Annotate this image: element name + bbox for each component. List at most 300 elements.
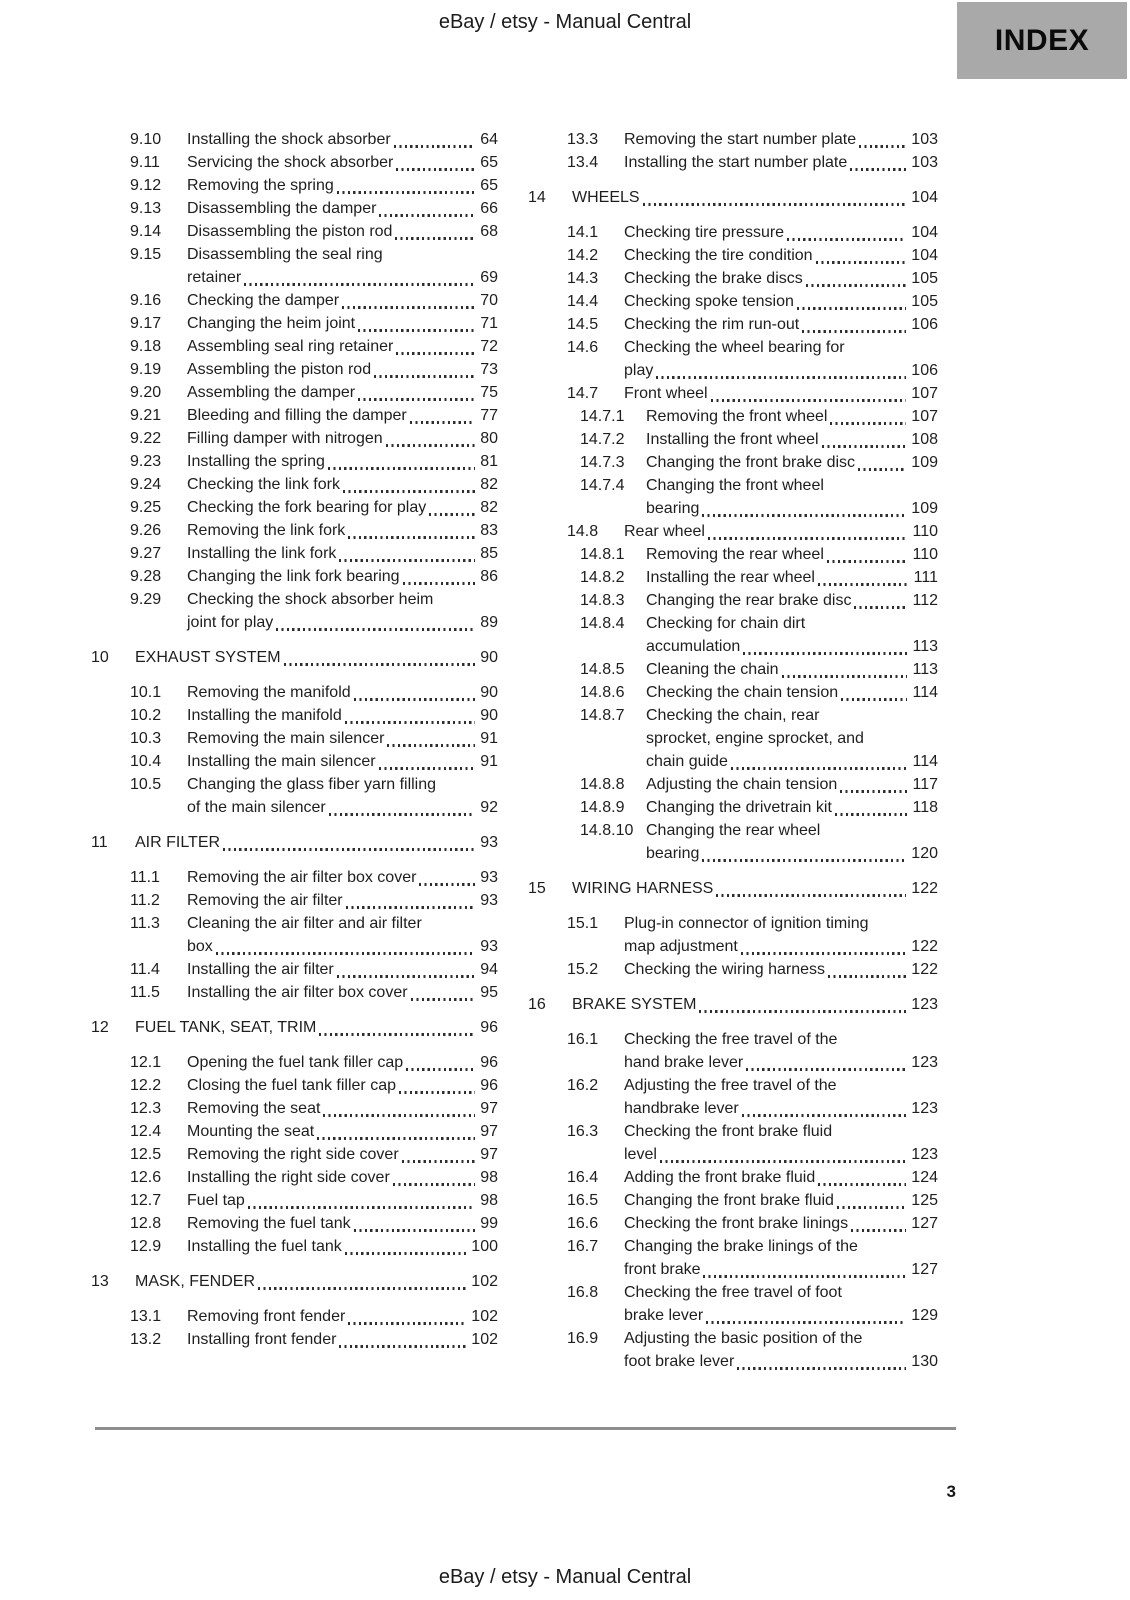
toc-entry [91, 704, 498, 727]
toc-entry-body [187, 1212, 498, 1235]
toc-entry-number: 9.28 [130, 568, 162, 585]
toc-entry-body [646, 612, 938, 658]
toc-entry-page: 122 [911, 938, 938, 955]
toc-entry-page: 89 [480, 614, 498, 631]
toc-entry-last-line [135, 646, 498, 669]
toc-entry [91, 588, 498, 634]
toc-entry-last-line [187, 404, 498, 427]
toc-entry-body [624, 221, 938, 244]
page-header-title: eBay / etsy - Manual Central [438, 11, 692, 33]
toc-entry-number: 9.27 [130, 545, 162, 562]
toc-entry-page: 104 [911, 247, 938, 264]
toc-entry-title: Installing the shock absorber [187, 131, 391, 148]
toc-entry-title: Rear wheel [624, 523, 705, 540]
toc-entry-title: Checking tire pressure [624, 224, 785, 241]
dot-leader [840, 790, 907, 793]
toc-entry-number: 14.8.10 [580, 822, 634, 839]
toc-entry-page: 104 [911, 189, 938, 206]
toc-entry [528, 520, 938, 543]
toc-entry-number: 14.1 [567, 224, 599, 241]
toc-entry [528, 589, 938, 612]
dot-leader [711, 399, 907, 402]
toc-entry-page: 93 [480, 892, 498, 909]
toc-entry-page: 98 [480, 1192, 498, 1209]
toc-entry-page: 123 [911, 1146, 938, 1163]
toc-entry-last-line [187, 1120, 498, 1143]
toc-entry-title: Removing the air filter [187, 892, 343, 909]
toc-entry [91, 358, 498, 381]
toc-entry-page: 68 [480, 223, 498, 240]
toc-entry-last-line [187, 704, 498, 727]
toc-entry-page: 111 [913, 569, 938, 586]
toc-entry-last-line [187, 450, 498, 473]
toc-entry-page: 109 [911, 454, 938, 471]
toc-entry-last-line [646, 635, 938, 658]
toc-entry [91, 727, 498, 750]
toc-entry-title: Disassembling the damper [187, 200, 377, 217]
toc-entry-page: 105 [911, 293, 938, 310]
toc-entry-body [187, 542, 498, 565]
toc-entry [91, 220, 498, 243]
dot-leader [258, 1287, 466, 1290]
toc-entry-last-line [187, 727, 498, 750]
toc-entry-page: 102 [471, 1331, 498, 1348]
toc-entry-body [646, 474, 938, 520]
toc-entry-number: 9.29 [130, 591, 162, 608]
dot-leader [337, 191, 475, 194]
toc-entry-body [646, 681, 938, 704]
toc-entry [528, 566, 938, 589]
dot-leader [354, 698, 476, 701]
index-tab-label: INDEX [994, 23, 1090, 57]
toc-entry-last-line [187, 935, 498, 958]
toc-entry-page: 107 [911, 385, 938, 402]
toc-entry-last-line [646, 451, 938, 474]
toc-entry [528, 1166, 938, 1189]
toc-entry-body [646, 543, 938, 566]
toc-entry-title: MASK, FENDER [135, 1273, 256, 1290]
toc-entry [91, 1143, 498, 1166]
toc-entry-last-line [187, 335, 498, 358]
toc-entry-number: 16.6 [567, 1215, 599, 1232]
toc-entry-title: Removing the link fork [187, 522, 346, 539]
toc-entry-body [187, 1305, 498, 1328]
toc-entry [528, 128, 938, 151]
toc-section-header [528, 993, 938, 1016]
toc-entry-page: 83 [480, 522, 498, 539]
toc-entry [528, 1281, 938, 1327]
toc-entry-title: Installing the start number plate [624, 154, 848, 171]
toc-entry [91, 519, 498, 542]
toc-entry-title-line: Adjusting the free travel of the [624, 1077, 837, 1094]
toc-entry-last-line [135, 1016, 498, 1039]
toc-entry-title: Assembling the damper [187, 384, 356, 401]
dot-leader [348, 1322, 466, 1325]
toc-entry-last-line [187, 1328, 498, 1351]
toc-entry-last-line [187, 174, 498, 197]
toc-entry [528, 912, 938, 958]
toc-entry-body [187, 565, 498, 588]
toc-entry-title: handbrake lever [624, 1100, 739, 1117]
dot-leader [348, 536, 475, 539]
toc-entry-last-line [646, 842, 938, 865]
toc-entry-body [187, 588, 498, 634]
dot-leader [716, 894, 906, 897]
dot-leader [410, 421, 476, 424]
toc-entry-last-line [187, 681, 498, 704]
toc-entry-number: 10.1 [130, 684, 162, 701]
toc-entry-body [187, 381, 498, 404]
toc-entry-last-line [624, 382, 938, 405]
toc-entry-title-line: Changing the brake linings of the [624, 1238, 858, 1255]
toc-entry [528, 1235, 938, 1281]
toc-entry-number: 9.20 [130, 384, 162, 401]
toc-entry-body [187, 519, 498, 542]
toc-entry-title: Installing the main silencer [187, 753, 376, 770]
toc-entry-body [624, 244, 938, 267]
toc-entry [91, 1120, 498, 1143]
toc-entry-body [187, 174, 498, 197]
toc-entry-number: 15.1 [567, 915, 599, 932]
toc-entry-page: 90 [480, 649, 498, 666]
dot-leader [337, 975, 475, 978]
toc-entry-page: 92 [480, 799, 498, 816]
toc-entry-page: 108 [911, 431, 938, 448]
toc-entry-number: 16.4 [567, 1169, 599, 1186]
toc-entry-number: 10.5 [130, 776, 162, 793]
toc-entry-last-line [624, 267, 938, 290]
toc-entry-number: 14.8 [567, 523, 599, 540]
dot-leader [841, 698, 907, 701]
toc-entry-title: Filling damper with nitrogen [187, 430, 383, 447]
toc-entry-body [624, 267, 938, 290]
toc-entry [91, 312, 498, 335]
dot-leader [742, 1114, 907, 1117]
toc-entry-number: 14.4 [567, 293, 599, 310]
toc-entry-page: 120 [911, 845, 938, 862]
toc-entry [528, 336, 938, 382]
dot-leader [656, 376, 906, 379]
toc-entry-page: 72 [480, 338, 498, 355]
toc-entry-last-line [572, 186, 938, 209]
toc-entry [91, 1189, 498, 1212]
toc-entry-last-line [624, 313, 938, 336]
dot-leader [276, 628, 475, 631]
toc-entry-body [624, 520, 938, 543]
toc-entry-title: Removing the manifold [187, 684, 351, 701]
toc-entry-last-line [646, 497, 938, 520]
toc-entry-last-line [187, 565, 498, 588]
toc-entry-title: Removing the main silencer [187, 730, 385, 747]
toc-entry-page: 90 [480, 707, 498, 724]
toc-entry [91, 496, 498, 519]
toc-entry [91, 381, 498, 404]
toc-entry [528, 244, 938, 267]
toc-entry-title: bearing [646, 845, 700, 862]
toc-entry-page: 125 [911, 1192, 938, 1209]
toc-entry-number: 14.8.8 [580, 776, 625, 793]
toc-entry-title-line: Checking the shock absorber heim [187, 591, 434, 608]
toc-entry-body [624, 313, 938, 336]
toc-entry-title: brake lever [624, 1307, 704, 1324]
toc-entry-title: front brake [624, 1261, 701, 1278]
toc-entry-title: Removing the spring [187, 177, 334, 194]
toc-entry-number: 14.7 [567, 385, 599, 402]
toc-entry [91, 1051, 498, 1074]
toc-entry-body [187, 1074, 498, 1097]
toc-entry-title: play [624, 362, 654, 379]
toc-entry-number: 9.25 [130, 499, 162, 516]
toc-entry-number: 12.3 [130, 1100, 162, 1117]
dot-leader [354, 1229, 476, 1232]
toc-entry-page: 104 [911, 224, 938, 241]
toc-entry-last-line [187, 750, 498, 773]
toc-entry-title: Checking the wiring harness [624, 961, 825, 978]
dot-leader [339, 559, 475, 562]
toc-entry-title: EXHAUST SYSTEM [135, 649, 281, 666]
toc-entry-number: 14.5 [567, 316, 599, 333]
toc-entry-body [624, 1166, 938, 1189]
toc-entry-title: Removing the start number plate [624, 131, 857, 148]
toc-entry-title-line: Changing the front wheel [646, 477, 824, 494]
toc-entry-title-line: Plug-in connector of ignition timing [624, 915, 869, 932]
toc-entry [528, 1074, 938, 1120]
dot-leader [393, 1183, 475, 1186]
toc-entry [91, 128, 498, 151]
dot-leader [822, 445, 907, 448]
toc-entry-page: 69 [480, 269, 498, 286]
toc-entry-last-line [624, 1350, 938, 1373]
dot-leader [429, 513, 475, 516]
toc-entry-title: Cleaning the chain [646, 661, 779, 678]
toc-entry-number: 12.7 [130, 1192, 162, 1209]
toc-entry-title: Closing the fuel tank filler cap [187, 1077, 396, 1094]
dot-leader [394, 145, 476, 148]
dot-leader [859, 145, 906, 148]
toc-entry-last-line [624, 151, 938, 174]
toc-entry [528, 704, 938, 773]
toc-entry [91, 681, 498, 704]
toc-entry-page: 123 [911, 996, 938, 1013]
toc-entry-page: 103 [911, 131, 938, 148]
dot-leader [329, 813, 475, 816]
toc-section-header [91, 831, 498, 854]
toc-entry [528, 1120, 938, 1166]
toc-entry-body [187, 981, 498, 1004]
toc-entry-page: 105 [911, 270, 938, 287]
toc-entry-last-line [624, 1189, 938, 1212]
dot-leader [850, 168, 906, 171]
toc-entry-title: Changing the front brake fluid [624, 1192, 834, 1209]
toc-entry-page: 96 [480, 1054, 498, 1071]
toc-entry-last-line [187, 266, 498, 289]
toc-entry-title: bearing [646, 500, 700, 517]
toc-entry-number: 16.9 [567, 1330, 599, 1347]
dot-leader [858, 468, 906, 471]
toc-entry-body [187, 289, 498, 312]
toc-entry-last-line [624, 221, 938, 244]
toc-entry [91, 243, 498, 289]
toc-entry-title: accumulation [646, 638, 741, 655]
toc-entry-title: foot brake lever [624, 1353, 735, 1370]
toc-entry-body [187, 1328, 498, 1351]
toc-entry-body [646, 428, 938, 451]
toc-entry-title: WIRING HARNESS [572, 880, 714, 897]
toc-entry-title-line: Checking the free travel of the [624, 1031, 838, 1048]
toc-entry-last-line [187, 866, 498, 889]
dot-leader [317, 1137, 475, 1140]
toc-entry-page: 97 [480, 1123, 498, 1140]
dot-leader [828, 975, 906, 978]
toc-entry-title: AIR FILTER [135, 834, 221, 851]
dot-leader [702, 514, 906, 517]
toc-entry-last-line [187, 128, 498, 151]
toc-entry-title: Changing the rear brake disc [646, 592, 852, 609]
toc-entry-number: 9.10 [130, 131, 162, 148]
toc-entry-title: Changing the heim joint [187, 315, 356, 332]
toc-entry-last-line [624, 1051, 938, 1074]
toc-entry-last-line [187, 796, 498, 819]
dot-leader [835, 813, 908, 816]
toc-entry-last-line [187, 1166, 498, 1189]
toc-entry-title: retainer [187, 269, 242, 286]
toc-entry-number: 9.23 [130, 453, 162, 470]
toc-entry-body [646, 704, 938, 773]
toc-entry [528, 313, 938, 336]
toc-entry-title-line: Checking for chain dirt [646, 615, 806, 632]
toc-entry-last-line [646, 543, 938, 566]
toc-entry-page: 81 [480, 453, 498, 470]
toc-entry [91, 773, 498, 819]
toc-entry-page: 82 [480, 499, 498, 516]
toc-section-header [528, 877, 938, 900]
toc-entry [528, 151, 938, 174]
toc-entry-last-line [187, 1212, 498, 1235]
toc-entry [91, 450, 498, 473]
toc-entry-number: 14.2 [567, 247, 599, 264]
toc-entry-title: Installing the rear wheel [646, 569, 815, 586]
toc-entry-number: 9.15 [130, 246, 162, 263]
toc-entry-number: 14.8.1 [580, 546, 625, 563]
toc-entry-page: 93 [480, 869, 498, 886]
toc-entry-body [624, 1212, 938, 1235]
toc-entry-page: 65 [480, 154, 498, 171]
toc-entry-title: Assembling the piston rod [187, 361, 372, 378]
toc-entry-body [624, 1235, 938, 1281]
toc-entry-body [187, 681, 498, 704]
toc-entry-body [187, 1189, 498, 1212]
toc-entry-last-line [646, 428, 938, 451]
toc-entry-title: Checking the damper [187, 292, 340, 309]
dot-leader [797, 307, 906, 310]
toc-entry-page: 98 [480, 1169, 498, 1186]
toc-entry-number: 11.5 [130, 984, 160, 1001]
toc-entry-page: 85 [480, 545, 498, 562]
toc-entry-body [187, 128, 498, 151]
dot-leader [399, 1091, 475, 1094]
toc-entry-body [187, 704, 498, 727]
toc-entry-page: 77 [480, 407, 498, 424]
toc-entry-body [646, 589, 938, 612]
toc-entry [91, 1097, 498, 1120]
dot-leader [660, 1160, 906, 1163]
toc-entry-last-line [646, 405, 938, 428]
toc-entry-page: 112 [912, 592, 938, 609]
toc-entry [528, 543, 938, 566]
toc-entry-page: 113 [912, 638, 938, 655]
toc-entry-number: 12.2 [130, 1077, 162, 1094]
toc-entry-page: 71 [480, 315, 498, 332]
dot-leader [387, 744, 475, 747]
toc-entry-page: 64 [480, 131, 498, 148]
dot-leader [284, 663, 476, 666]
toc-entry-body [187, 473, 498, 496]
toc-entry-body [187, 404, 498, 427]
toc-entry [528, 958, 938, 981]
dot-leader [395, 237, 475, 240]
toc-entry-number: 14.8.6 [580, 684, 625, 701]
toc-entry-page: 95 [480, 984, 498, 1001]
toc-entry-body [187, 1235, 498, 1258]
toc-entry-number: 9.11 [130, 154, 160, 171]
toc-entry-body [187, 1120, 498, 1143]
dot-leader [827, 560, 908, 563]
toc-entry-last-line [646, 658, 938, 681]
toc-entry-number: 16.8 [567, 1284, 599, 1301]
toc-entry-number: 9.12 [130, 177, 162, 194]
toc-entry-title: Front wheel [624, 385, 708, 402]
toc-entry-number: 10.3 [130, 730, 162, 747]
toc-entry [528, 267, 938, 290]
toc-entry-body [187, 220, 498, 243]
toc-entry-title: chain guide [646, 753, 728, 770]
toc-entry-last-line [624, 244, 938, 267]
dot-leader [419, 883, 475, 886]
dot-leader [319, 1033, 475, 1036]
toc-entry-body [646, 451, 938, 474]
toc-entry-page: 80 [480, 430, 498, 447]
toc-entry-last-line [187, 1235, 498, 1258]
dot-leader [328, 467, 475, 470]
toc-entry [91, 1328, 498, 1351]
toc-entry-body [624, 382, 938, 405]
toc-entry-last-line [646, 566, 938, 589]
toc-entry-body [624, 1327, 938, 1373]
toc-entry-body [187, 866, 498, 889]
toc-entry-number: 12.1 [130, 1054, 162, 1071]
toc-entry-page: 93 [480, 938, 498, 955]
toc-entry-page: 97 [480, 1146, 498, 1163]
toc-entry-page: 123 [911, 1100, 938, 1117]
toc-entry-title: Checking the tire condition [624, 247, 813, 264]
toc-entry-last-line [187, 496, 498, 519]
toc-entry-last-line [187, 981, 498, 1004]
toc-entry-number: 9.14 [130, 223, 162, 240]
toc-entry-title: Checking the rim run-out [624, 316, 800, 333]
toc-entry [91, 912, 498, 958]
toc-entry-number: 14.6 [567, 339, 599, 356]
toc-entry-number: 13.3 [567, 131, 599, 148]
toc-entry-title: Checking spoke tension [624, 293, 794, 310]
toc-entry-page: 114 [912, 753, 938, 770]
toc-entry-number: 12.6 [130, 1169, 162, 1186]
toc-entry-number: 14.7.4 [580, 477, 625, 494]
toc-entry-page: 66 [480, 200, 498, 217]
toc-entry-page: 102 [471, 1308, 498, 1325]
toc-entry-number: 11.2 [130, 892, 160, 909]
toc-entry-last-line [187, 1074, 498, 1097]
toc-entry-title: Changing the front brake disc [646, 454, 856, 471]
